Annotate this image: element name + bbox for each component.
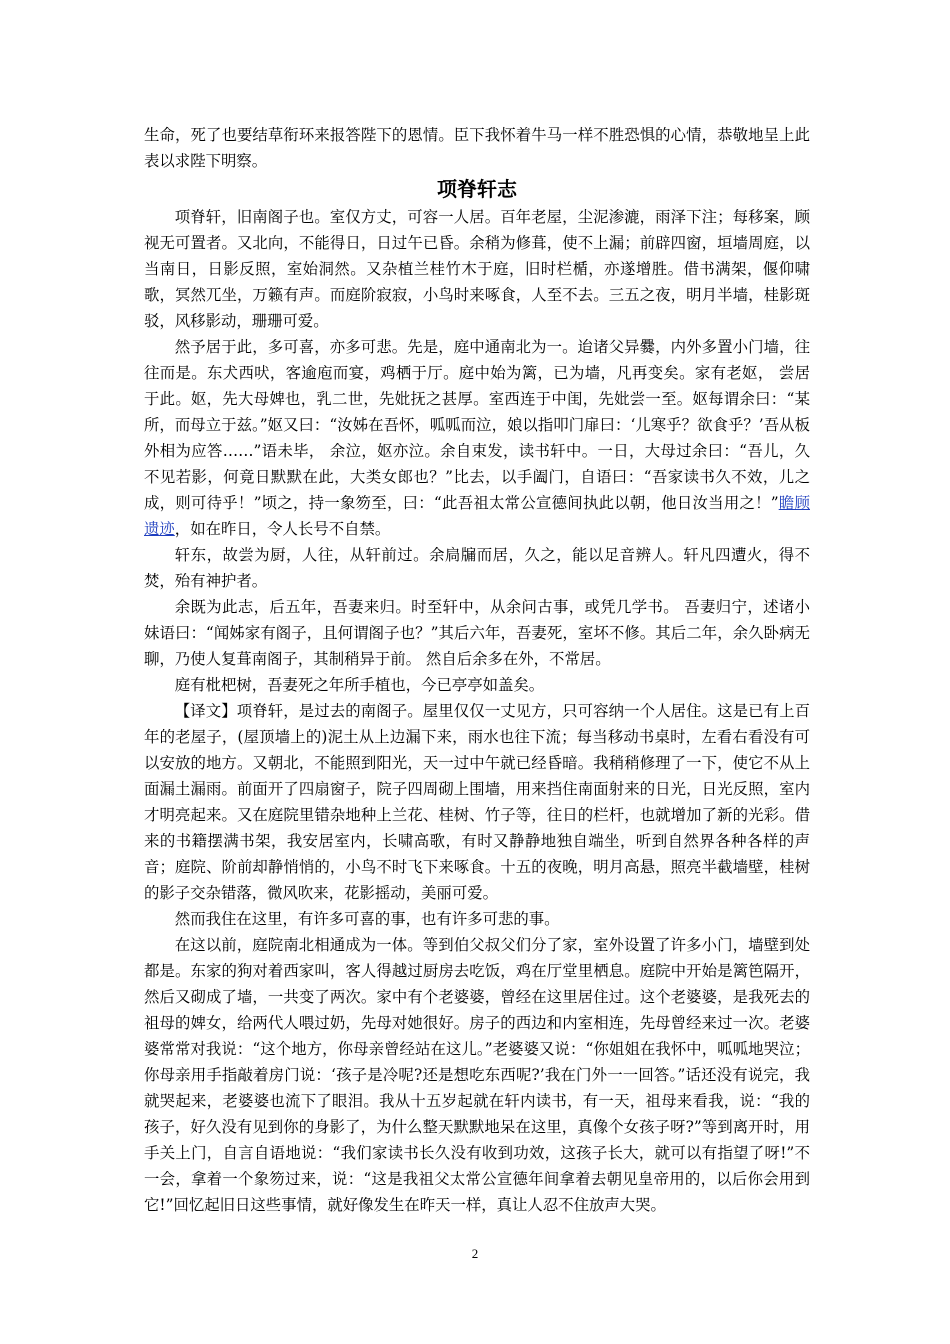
translation-paragraph: 在这以前，庭院南北相通成为一体。等到伯父叔父们分了家，室外设置了许多小门，墙壁到处都是。东家的狗对着西家叫，客人得越过厨房去吃饭，鸡在厅堂里栖息。庭院中开始是篱笆隔开，然后又砌成了墙，一共变了两次。家中有个老婆婆，曾经在这里居住过。这个老婆婆，是我死去的祖母的婢女，给两代人喂过奶，先母对她很好。房子的西边和内室相连，先母曾经来过一次。老婆婆常常对我说：“这个地方，你母亲曾经站在这儿。”老婆婆又说：“你姐姐在我怀中，呱呱地哭泣；你母亲用手指敲着房门说：‘孩子是冷呢?还是想吃东西呢?’我在门外一一回答。”话还没有说完，我就哭起来，老婆婆也流下了眼泪。我从十五岁起就在轩内读书，有一天，祖母来看我，说：“我的孩子，好久没有见到你的身影了，为什么整天默默地呆在这里，真像个女孩子呀?”等到离开时，用手关上门，自言自语地说：“我们家读书长久没有收到功效，这孩子长大，就可以有指望了呀!”不一会，拿着一个象笏过来，说：“这是我祖父太常公宣德年间拿着去朝见皇帝用的，以后你会用到它!”回忆起旧日这些事情，就好像发生在昨天一样，真让人忍不住放声大哭。 [144,936,810,1214]
page-number: 2 [471,1246,479,1261]
essay-title: 项脊轩志 [437,177,517,201]
document-body [144,122,810,1218]
reference-link[interactable]: 瞻顾遗迹 [144,494,810,538]
paragraph: 轩东，故尝为厨，人往，从轩前过。余扃牖而居，久之，能以足音辨人。轩凡四遭火，得不焚，殆有神护者。 [144,546,810,590]
paragraph: 项脊轩，旧南阁子也。室仅方丈，可容一人居。百年老屋，尘泥渗漉，雨泽下注；每移案，顾视无可置者。又北向，不能得日，日过午已昏。余稍为修葺，使不上漏；前辟四窗，垣墙周庭，以当南日，日影反照，室始洞然。又杂植兰桂竹木于庭，旧时栏楯，亦遂增胜。借书满架，偃仰啸歌，冥然兀坐，万籁有声。而庭阶寂寂，小鸟时来啄食，人至不去。三五之夜，明月半墙，桂影斑驳，风移影动，珊珊可爱。 [144,208,810,330]
translation-paragraph: 然而我住在这里，有许多可喜的事，也有许多可悲的事。 [174,910,560,928]
paragraph: 庭有枇杷树，吾妻死之年所手植也，今已亭亭如盖矣。 [174,676,545,694]
translation-paragraph: 【译文】项脊轩，是过去的南阁子。屋里仅仅一丈见方，只可容纳一个人居住。这是已有上百年的老屋子，(屋顶墙上的)泥土从上边漏下来，雨水也往下流；每当移动书桌时，左看右看没有可以安放的地方。又朝北，不能照到阳光，天一过中午就已经昏暗。我稍稍修理了一下，使它不从上面漏土漏雨。前面开了四扇窗子，院子四周砌上围墙，用来挡住南面射来的日光，日光反照，室内才明亮起来。又在庭院里错杂地种上兰花、桂树、竹子等，往日的栏杆，也就增加了新的光彩。借来的书籍摆满书架，我安居室内，长啸高歌，有时又静静地独自端坐，听到自然界各种各样的声音；庭院、阶前却静悄悄的，小鸟不时飞下来啄食。十五的夜晚，明月高悬，照亮半截墙壁，桂树的影子交杂错落，微风吹来，花影摇动，美丽可爱。 [144,702,810,902]
intro-paragraph: 生命，死了也要结草衔环来报答陛下的恩情。臣下我怀着牛马一样不胜恐惧的心情，恭敬地呈上此表以求陛下明察。 [144,126,810,170]
paragraph [144,334,810,542]
paragraph: 余既为此志，后五年，吾妻来归。时至轩中，从余问古事，或凭几学书。 吾妻归宁，述诸小妹语曰：“闻姊家有阁子，且何谓阁子也？”其后六年，吾妻死，室坏不修。其后二年，余久卧病无聊，乃使人复葺南阁子，其制稍异于前。 然自后余多在外，不常居。 [144,598,810,668]
paragraph-tail: ，如在昨日，令人长号不自禁。 [174,520,391,538]
paragraph-text: 然予居于此，多可喜，亦多可悲。先是，庭中通南北为一。迨诸父异爨，内外多置小门墙，往往而是。东犬西吠，客逾庖而宴，鸡栖于厅。庭中始为篱，已为墙，凡再变矣。家有老妪， 尝居于此。妪，先大母婢也，乳二世，先妣抚之甚厚。室西连于中闺，先妣尝一至。妪每谓余曰：“某所，而母立于兹。”妪又曰：“汝姊在吾怀，呱呱而泣，娘以指叩门扉曰：‘儿寒乎？欲食乎？’吾从板外相为应答……”语未毕， 余泣，妪亦泣。余自束发，读书轩中。一日，大母过余曰：“吾儿，久不见若影，何竟日默默在此，大类女郎也？”比去，以手阖门，自语曰：“吾家读书久不效，儿之成，则可待乎！”顷之，持一象笏至，曰：“此吾祖太常公宣德间执此以朝，他日汝当用之！” [144,338,810,512]
